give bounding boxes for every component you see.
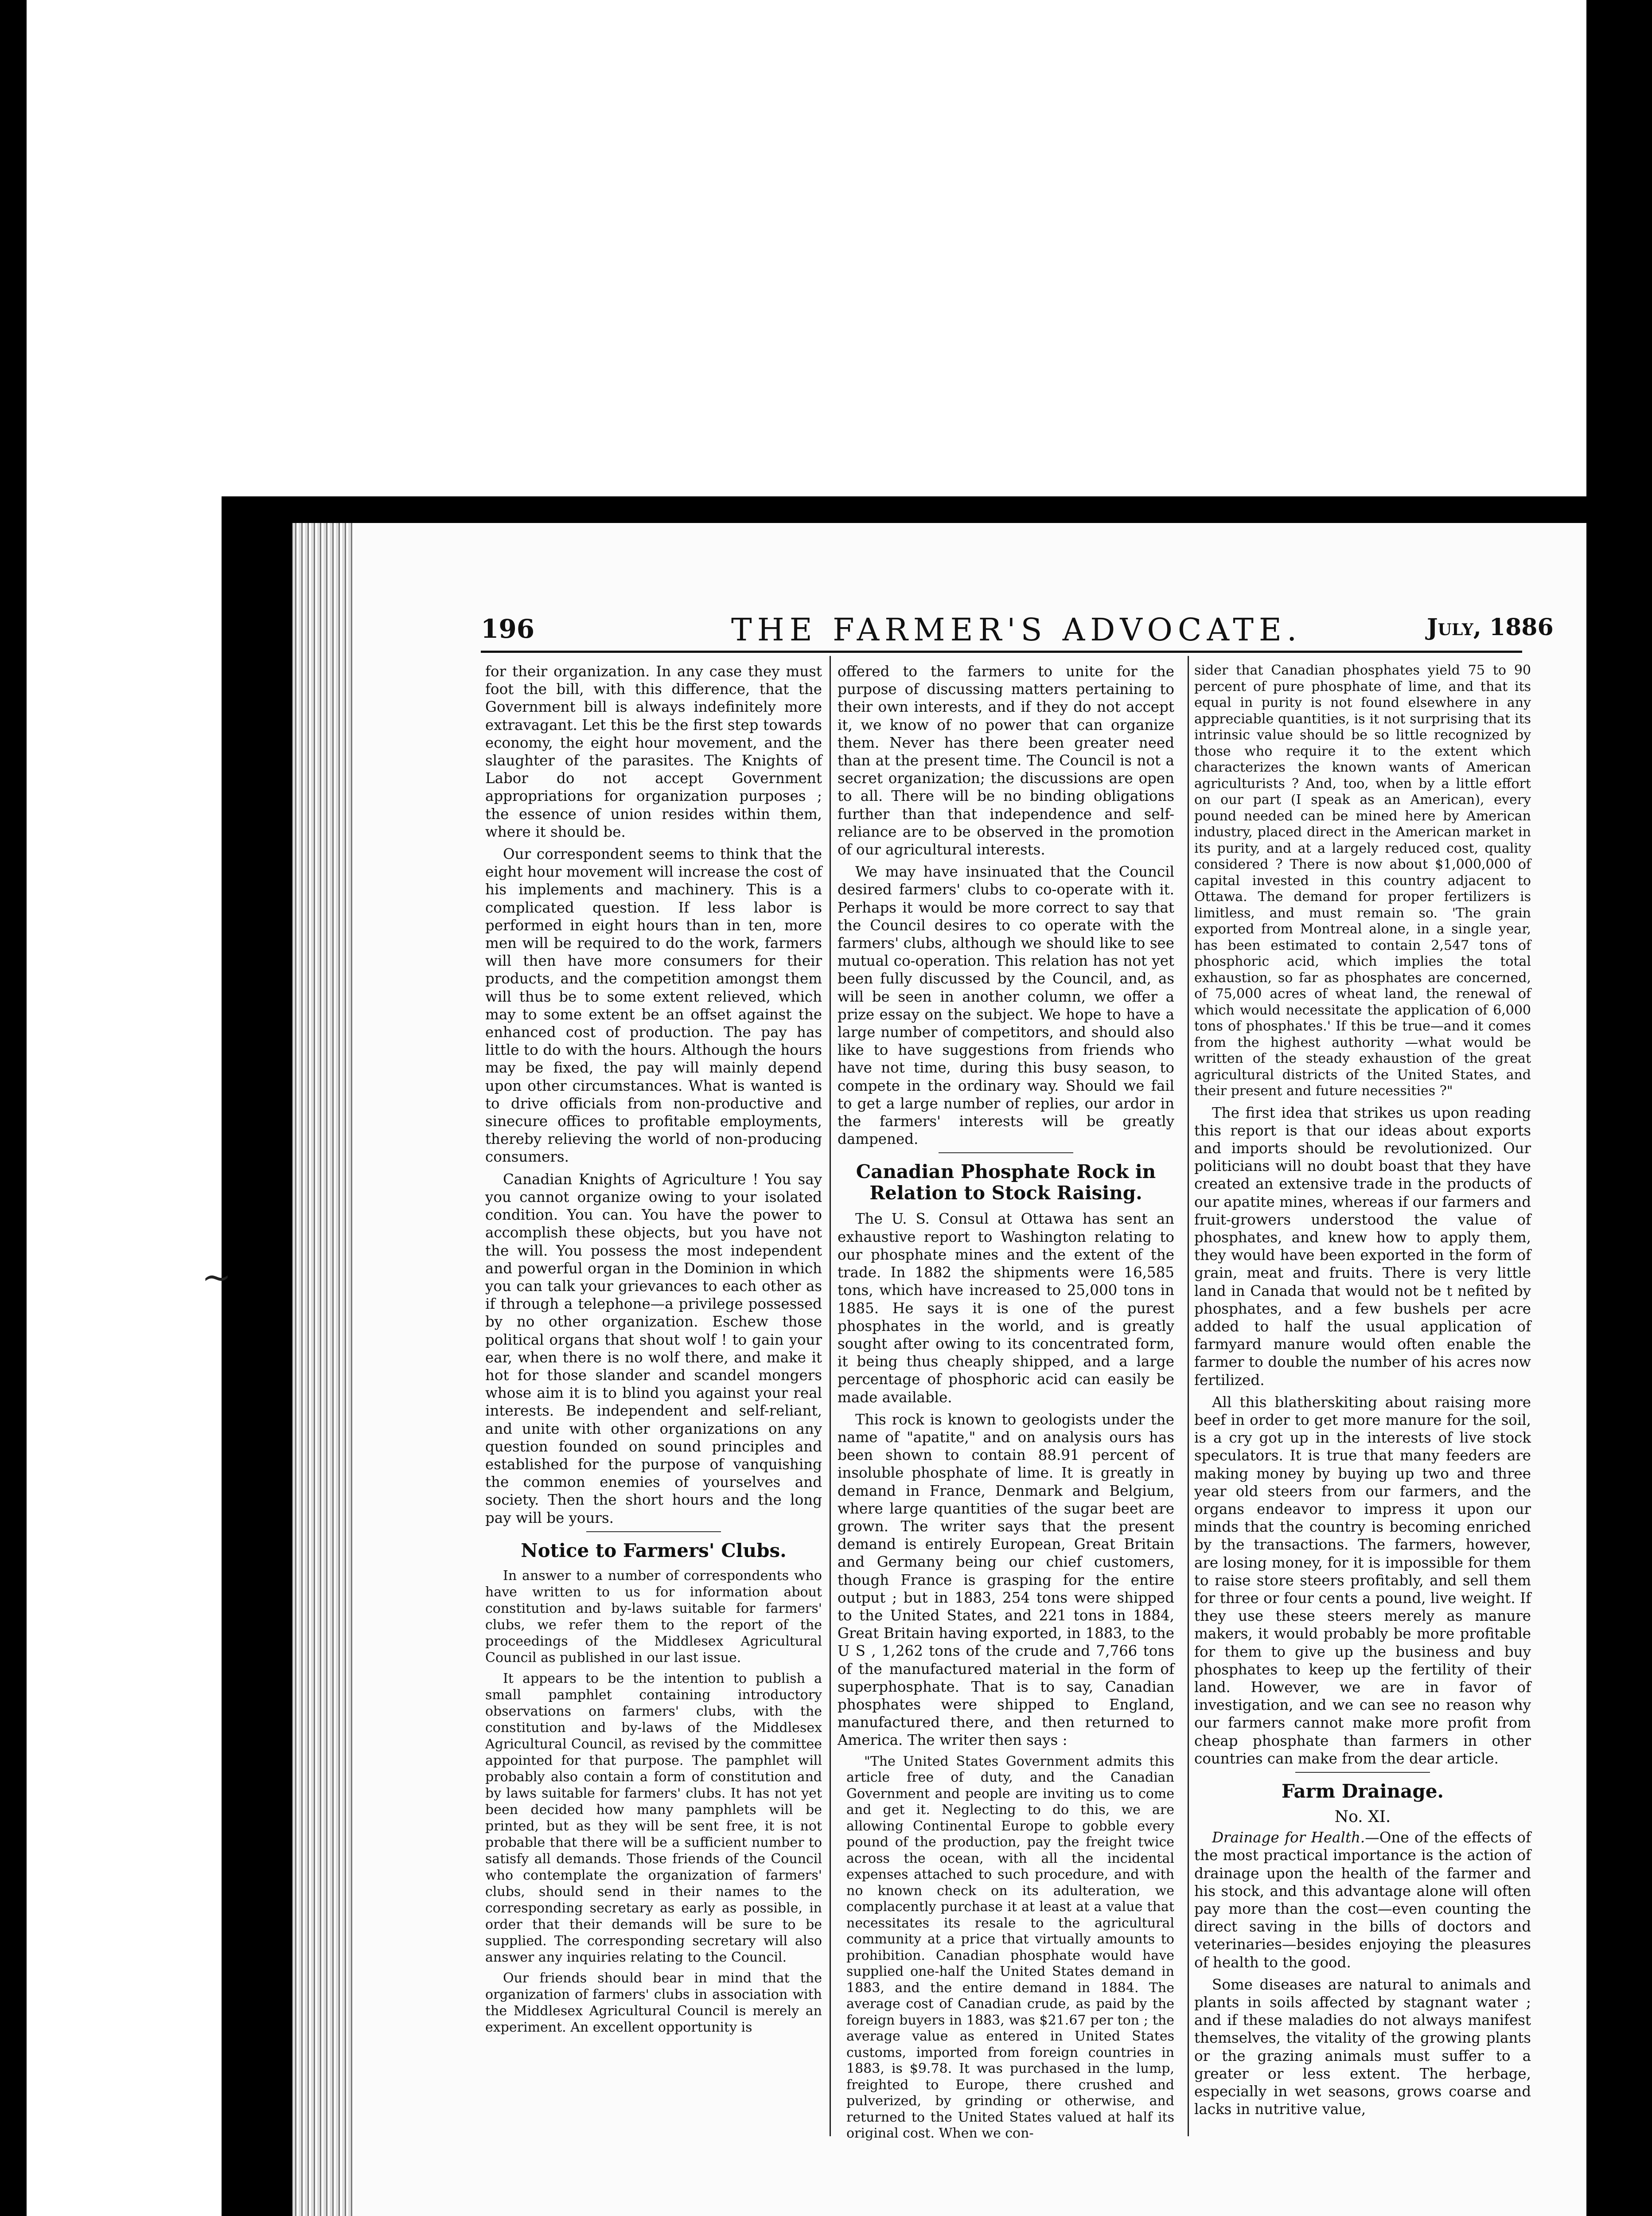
- col2-paragraph-4: This rock is known to geologists under the name of "apatite," and on analysis ours has been shown to contain 88.91 percent of insoluble phosphate of lime. It is greatly in demand in France, Denmark and Belgium, where large quantities of the sugar beet are grown. The writer says that the present demand is entirely European, Great Britain and Germany being our chief customers, though France is grasping for the entire output ; but in 1883, 254 tons were shipped to the United States, and 221 tons in 1884, Great Britain having exported, in 1883, to the U S , 1,262 tons of the crude and 7,766 tons of the manufactured material in the form of superphosphate. That is to say, Canadian phosphates were shipped to England, manufactured there, and then returned to America. The writer then says :: [838, 1411, 1174, 1749]
- film-border-right: [1586, 0, 1652, 2216]
- col3-paragraph-2: All this blatherskiting about raising more beef in order to get more manure for the soil, is a cry got up in the interests of live stock speculators. It is true that many feeders are making money by buying up two and three year old steers from our farmers, and the organs endeavor to impress it upon our minds that the country is becoming enriched by the transactions. The farmers, however, are losing money, for it is impossible for them to raise store steers profitably, and sell them for three or four cents a pound, live weight. If they use these steers merely as manure makers, it would probably be more profitable for them to give up the business and buy phosphates to keep up the fertility of their land. However, we are in favor of investigation, and we can see no reason why our farmers cannot make more profit from cheap phosphate than farmers in other countries can make from the dear article.: [1194, 1393, 1531, 1767]
- section-rule: [1295, 1772, 1430, 1773]
- col2-quotation: "The United States Government admits this article free of duty, and the Canadian Government and people are inviting us to come and get it. Neglecting to do this, we are allowing Continental Europe to gobble every pound of the production, pay the freight twice across the ocean, with all the incidental expenses attached to such procedure, and with no known check on its adulteration, we complacently purchase it at least at a value that necessitates its resale to the agricultural community at a price that virtually amounts to prohibition. Canadian phosphate would have supplied one-half the United States demand in 1883, and the entire demand in 1884. The average cost of Canadian crude, as paid by the foreign buyers in 1883, was $21.67 per ton ; the average value as entered in United States customs, imported from foreign countries in 1883, is $9.78. It was purchased in the lump, freighted to Europe, there crushed and pulverized, by grinding or otherwise, and returned to the United States valued at half its original cost. When we con-: [846, 1753, 1174, 2142]
- page-number: 196: [481, 614, 535, 644]
- col2-paragraph-1: offered to the farmers to unite for the purpose of discussing matters pertaining to their own interests, and if they do not accept it, we know of no power that can organize them. Never has there been greater need than at the present time. The Council is not a secret organization; the discussions are open to all. There will be no binding obligations further than that independence and self-reliance are to be observed in the promotion of our agricultural interests.: [838, 663, 1174, 858]
- col1-paragraph-5: It appears to be the intention to publish a small pamphlet containing introductory observations on farmers' clubs, with the constitution and by-laws of the Middlesex Agricultural Council, as revised by the committee appointed for that purpose. The pamphlet will probably also contain a form of constitution and by laws suitable for farmers' clubs. It has not yet been decided how many pamphlets will be printed, but as they will be sent free, it is not probable that there will be a sufficient number to satisfy all demands. Those friends of the Council who contemplate the organization of farmers' clubs, should send in their names to the corresponding secretary as early as possible, in order that their demands will be sure to be supplied. The corresponding secretary will also answer any inquiries relating to the Council.: [485, 1670, 822, 1965]
- scan-background-left: [0, 496, 222, 2216]
- heading-canadian-phosphate: Canadian Phosphate Rock in Relation to Stock Raising.: [856, 1161, 1156, 1204]
- col1-paragraph-4: In answer to a number of correspondents who have written to us for information about constitution and by-laws suitable for farmers' clubs, we refer them to the report of the proceedings of the Middlesex Agricultural Council as published in our last issue.: [485, 1568, 822, 1666]
- col3-paragraph-3: [1194, 1829, 1531, 1971]
- scan-background-top: [0, 0, 1652, 496]
- film-border-left: [0, 0, 27, 2216]
- heading-farm-drainage: Farm Drainage.: [1281, 1780, 1444, 1802]
- header-rule: [481, 651, 1522, 653]
- issue-date: July, 1886: [1427, 614, 1554, 641]
- col1-paragraph-2: Our correspondent seems to think that the eight hour movement will increase the cost of his implements and machinery. This is a complicated question. If less labor is performed in eight hours than in ten, more men will be required to do the work, farmers will then have more consumers for their products, and the competition amongst them will thus be to some extent relieved, which may to some extent be an offset against the enhanced cost of production. The pay has little to do with the hours. Although the hours may be fixed, the pay will mainly depend upon other circumstances. What is wanted is to drive officials from non-productive and sinecure offices to profitable employments, thereby relieving the world of non-producing consumers.: [485, 846, 822, 1166]
- col3-paragraph-3-text: —One of the effects of the most practical importance is the action of drainage upon the health of the farmer and his stock, and this advantage alone will often pay more than the cost—even counting the direct saving in the bills of doctors and veterinaries—besides enjoying the pleasures of health to the good.: [1194, 1829, 1531, 1971]
- heading-notice-to-farmers-clubs: Notice to Farmers' Clubs.: [521, 1539, 787, 1561]
- col1-paragraph-1: for their organization. In any case they must foot the bill, with this difference, that the Government bill is always indefinitely more extravagant. Let this be the first step towards economy, the eight hour movement, and the slaughter of the parasites. The Knights of Labor do not accept Government appropriations for organization purposes ; the essence of union resides within them, where it should be.: [485, 663, 822, 840]
- col1-paragraph-3: Canadian Knights of Agriculture ! You say you cannot organize owing to your isolated condition. You can. You have the power to accomplish these objects, but you have not the will. You possess the most independent and powerful organ in the Dominion in which you can talk your grievances to each other as if through a telephone—a privilege possessed by no other organization. Eschew those political organs that shout wolf ! to gain your ear, when there is no wolf there, and make it hot for those slander and scandel mongers whose aim it is to blind you against your real interests. Be independent and self-reliant, and unite with other organizations on any question founded on sound principles and established for the purpose of vanquishing the common enemies of yourselves and society. Then the short hours and the long pay will be yours.: [485, 1170, 822, 1526]
- column-3: [1194, 663, 1531, 2122]
- column-divider-2: [1188, 656, 1189, 2136]
- subheading-number: No. XI.: [1334, 1808, 1391, 1826]
- margin-scribble: ~: [202, 1256, 232, 1298]
- column-1: [485, 663, 822, 2040]
- col2-paragraph-3: The U. S. Consul at Ottawa has sent an exhaustive report to Washington relating to our phosphate mines and the extent of the trade. In 1882 the shipments were 16,585 tons, which have increased to 25,000 tons in 1885. He says it is one of the purest phosphates in the world, and is greatly sought after owing to its concentrated form, it being thus cheaply shipped, and a large percentage of phosphoric acid can easily be made available.: [838, 1210, 1174, 1406]
- section-rule: [586, 1531, 721, 1532]
- section-rule: [939, 1152, 1073, 1153]
- drainage-for-health-lead: Drainage for Health.: [1212, 1829, 1365, 1846]
- col3-paragraph-1: The first idea that strikes us upon reading this report is that our ideas about exports and imports should be revolutionized. Our politicians will no doubt boast that they have created an extensive trade in the products of our apatite mines, whereas if our farmers and fruit-growers understood the value of phosphates, and knew how to apply them, they would have been exported in the form of grain, meat and fruits. There is very little land in Canada that would not be t nefited by phosphates, and a few bushels per acre added to half the usual application of farmyard manure would often enable the farmer to double the number of his acres now fertilized.: [1194, 1104, 1531, 1389]
- column-divider-1: [830, 656, 831, 2136]
- col3-paragraph-4: Some diseases are natural to animals and plants in soils affected by stagnant water ; and if these maladies do not always manifest themselves, the vitality of the growing plants or the grazing animals must suffer to a greater or less extent. The herbage, especially in wet seasons, grows coarse and lacks in nutritive value,: [1194, 1976, 1531, 2118]
- col1-paragraph-6: Our friends should bear in mind that the organization of farmers' clubs in association with the Middlesex Agricultural Council is merely an experiment. An excellent opportunity is: [485, 1970, 822, 2035]
- col3-quotation: sider that Canadian phosphates yield 75 to 90 percent of pure phosphate of lime, and that its equal in purity is not found elsewhere in any appreciable quantities, is it not surprising that its intrinsic value should be so little recognized by those who require it to the extent which characterizes the known wants of American agriculturists ? And, too, when by a little effort on our part (I speak as an American), every pound needed can be mined here by American industry, placed direct in the American market in its purity, and at a largely reduced cost, quality considered ? There is now about $1,000,000 of capital invested in this country adjacent to Ottawa. The demand for proper fertilizers is limitless, and must remain so. 'The grain exported from Montreal alone, in a single year, has been estimated to contain 2,547 tons of phosphoric acid, which implies the total exhaustion, so far as phosphates are concerned, of 75,000 acres of wheat land, the renewal of which would necessitate the application of 6,000 tons of phosphates.' If this be true—and it comes from the highest authority —what would be written of the steady exhaustion of the great agricultural districts of the United States, and their present and future necessities ?": [1194, 663, 1531, 1099]
- column-2: [838, 663, 1174, 2146]
- journal-title: THE FARMER'S ADVOCATE.: [731, 612, 1302, 648]
- col2-paragraph-2: We may have insinuated that the Council desired farmers' clubs to co-operate with it. Perhaps it would be more correct to say that the Council desires to co operate with the farmers' clubs, although we should like to see mutual co-operation. This relation has not yet been fully discussed by the Council, and, as will be seen in another column, we offer a prize essay on the subject. We hope to have a large number of competitors, and should also like to have suggestions from friends who have not time, during this busy season, to compete in the ordinary way. Should we fail to get a large number of replies, our ardor in the farmers' interests will be greatly dampened.: [838, 863, 1174, 1148]
